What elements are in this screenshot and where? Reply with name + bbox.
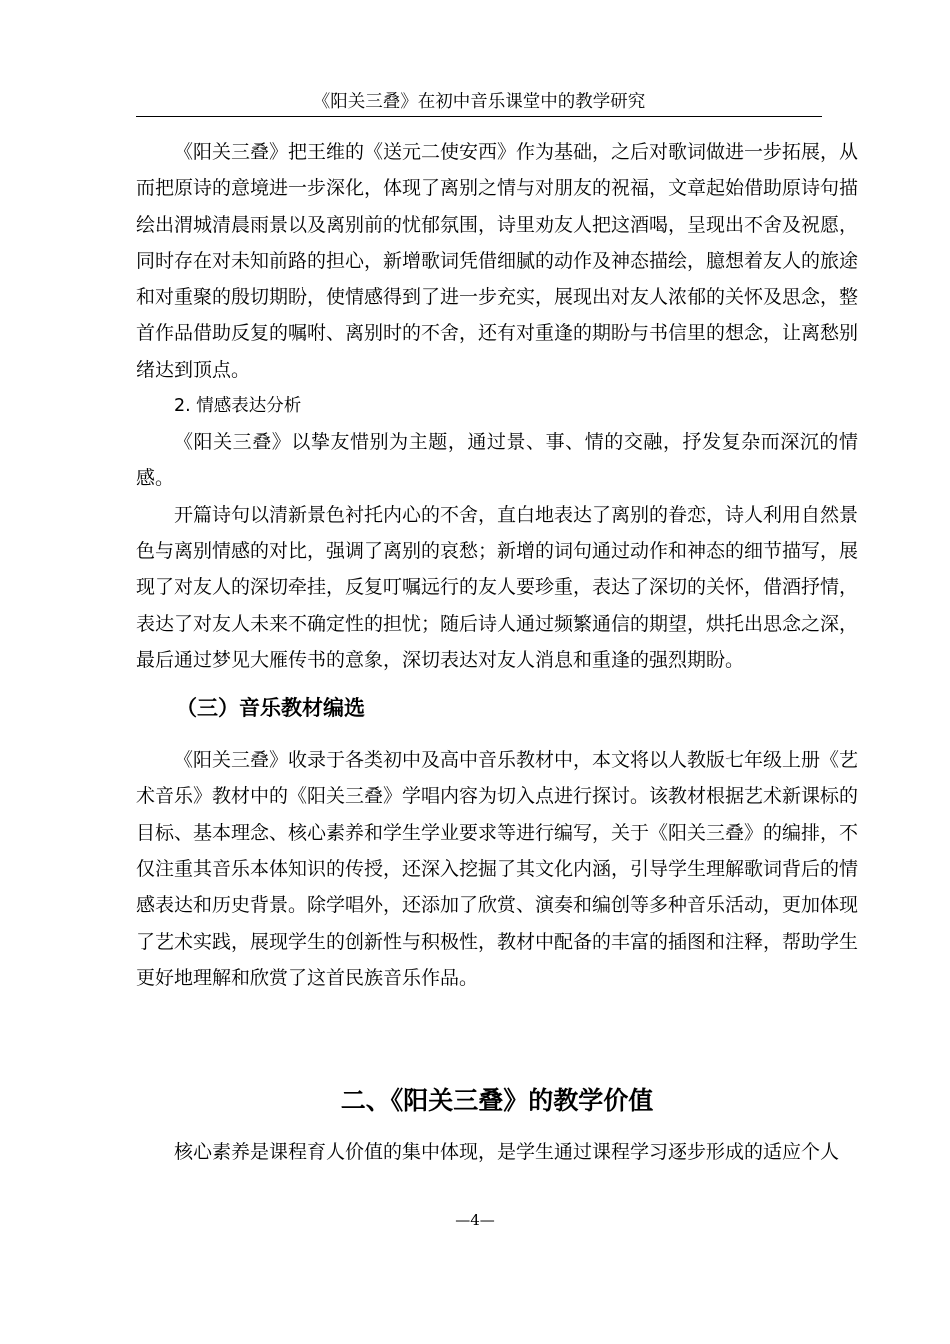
paragraph-lyrics-extension: 《阳关三叠》把王维的《送元二使安西》作为基础，之后对歌词做进一步拓展，从而把原诗的意境进一步深化，体现了离别之情与对朋友的祝福，文章起始借助原诗句描绘出渭城清晨雨景以及离别前的忧郁氛围，诗里劝友人把这酒喝，呈现出不舍及祝愿，同时存在对未知前路的担心，新增歌词凭借细腻的动作及神态描绘，臆想着友人的旅途和对重聚的殷切期盼，使情感得到了进一步充实，展现出对友人浓郁的关怀及思念，整首作品借助反复的嘱咐、离别时的不舍，还有对重逢的期盼与书信里的想念，让离愁别绪达到顶点。 bbox=[136, 141, 859, 381]
chapter-body bbox=[136, 1134, 858, 1170]
subheading-emotion-analysis: 2. 情感表达分析 bbox=[174, 396, 302, 417]
page-header: 《阳关三叠》在初中音乐课堂中的教学研究 bbox=[136, 90, 822, 117]
paragraph-core-literacy: 核心素养是课程育人价值的集中体现，是学生通过课程学习逐步形成的适应个人 bbox=[174, 1141, 840, 1163]
paragraph-textbook: 《阳关三叠》收录于各类初中及高中音乐教材中，本文将以人教版七年级上册《艺术音乐》教材中的《阳关三叠》学唱内容为切入点进行探讨。该教材根据艺术新课标的目标、基本理念、核心素养和学生学业要求等进行编写，关于《阳关三叠》的编排，不仅注重其音乐本体知识的传授，还深入挖掘了其文化内涵，引导学生理解歌词背后的情感表达和历史背景。除学唱外，还添加了欣赏、演奏和编创等多种音乐活动，更加体现了艺术实践，展现学生的创新性与积极性，教材中配备的丰富的插图和注释，帮助学生更好地理解和欣赏了这首民族音乐作品。 bbox=[136, 749, 859, 989]
paragraph-emotion-theme: 《阳关三叠》以挚友惜别为主题，通过景、事、情的交融，抒发复杂而深沉的情感。 bbox=[136, 431, 858, 490]
chapter-heading-teaching-value: 二、《阳关三叠》的教学价值 bbox=[340, 1086, 654, 1115]
document-body bbox=[136, 134, 858, 996]
page-number: —4— bbox=[455, 1211, 495, 1229]
section-heading-textbook: （三）音乐教材编选 bbox=[176, 696, 365, 721]
paragraph-emotion-detail: 开篇诗句以清新景色衬托内心的不舍，直白地表达了离别的眷恋，诗人利用自然景色与离别情感的对比，强调了离别的哀愁；新增的词句通过动作和神态的细节描写，展现了对友人的深切牵挂，反复叮嘱远行的友人要珍重，表达了深切的关怀，借酒抒情，表达了对友人未来不确定性的担忧；随后诗人通过频繁通信的期望，烘托出思念之深，最后通过梦见大雁传书的意象，深切表达对友人消息和重逢的强烈期盼。 bbox=[136, 503, 859, 671]
